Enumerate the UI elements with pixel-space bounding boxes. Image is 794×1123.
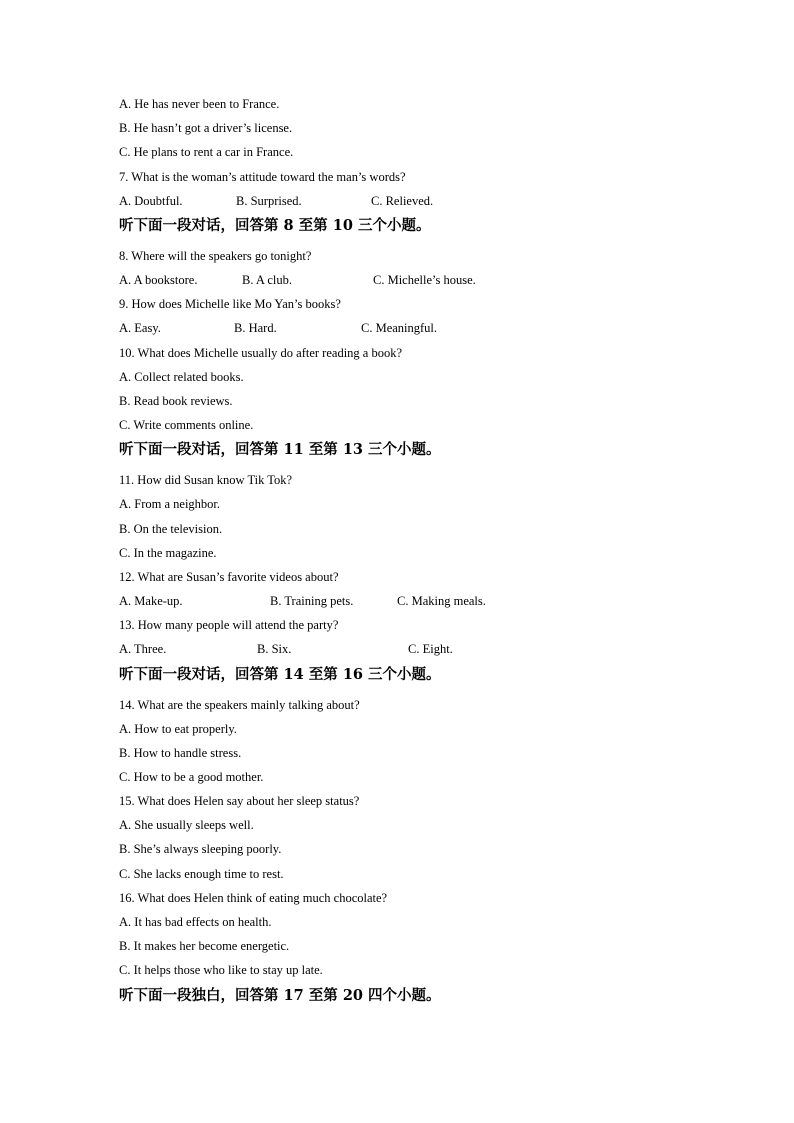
- q7-question: 7. What is the woman’s attitude toward the man’s words?: [119, 170, 406, 184]
- q13-option-c: C. Eight.: [408, 642, 453, 656]
- q11-question: 11. How did Susan know Tik Tok?: [119, 473, 293, 487]
- q13-option-a: A. Three.: [119, 642, 167, 656]
- q13-option-b: B. Six.: [257, 642, 292, 656]
- q16-option-a: A. It has bad effects on health.: [119, 915, 272, 929]
- q7-option-a: A. Doubtful.: [119, 194, 183, 208]
- q7-option-c: C. Relieved.: [371, 194, 434, 208]
- q6-option-c: C. He plans to rent a car in France.: [119, 145, 294, 159]
- q12-option-a: A. Make-up.: [119, 594, 183, 608]
- section-heading-8-10: 听下面一段对话，回答第 8 至第 10 三个小题。: [119, 217, 431, 234]
- q11-option-b: B. On the television.: [119, 522, 223, 536]
- q16-question: 16. What does Helen think of eating much chocolate?: [119, 891, 388, 905]
- q9-option-a: A. Easy.: [119, 321, 161, 335]
- q9-question: 9. How does Michelle like Mo Yan’s books?: [119, 297, 341, 311]
- q8-question: 8. Where will the speakers go tonight?: [119, 249, 312, 263]
- q10-option-a: A. Collect related books.: [119, 370, 244, 384]
- q8-option-b: B. A club.: [242, 273, 293, 287]
- q14-option-c: C. How to be a good mother.: [119, 770, 264, 784]
- q10-option-b: B. Read book reviews.: [119, 394, 233, 408]
- q11-option-c: C. In the magazine.: [119, 546, 217, 560]
- q9-option-c: C. Meaningful.: [361, 321, 438, 335]
- q14-option-b: B. How to handle stress.: [119, 746, 242, 760]
- q15-option-c: C. She lacks enough time to rest.: [119, 867, 284, 881]
- q12-option-c: C. Making meals.: [397, 594, 486, 608]
- q13-question: 13. How many people will attend the party?: [119, 618, 339, 632]
- q11-option-a: A. From a neighbor.: [119, 497, 221, 511]
- q10-option-c: C. Write comments online.: [119, 418, 254, 432]
- section-heading-17-20: 听下面一段独白，回答第 17 至第 20 四个小题。: [119, 987, 441, 1004]
- q15-option-a: A. She usually sleeps well.: [119, 818, 254, 832]
- q10-question: 10. What does Michelle usually do after reading a book?: [119, 346, 403, 360]
- q8-option-a: A. A bookstore.: [119, 273, 198, 287]
- q9-option-b: B. Hard.: [234, 321, 277, 335]
- q15-option-b: B. She’s always sleeping poorly.: [119, 842, 282, 856]
- section-heading-11-13: 听下面一段对话，回答第 11 至第 13 三个小题。: [119, 441, 441, 458]
- q15-question: 15. What does Helen say about her sleep status?: [119, 794, 360, 808]
- q6-option-b: B. He hasn’t got a driver’s license.: [119, 121, 293, 135]
- q16-option-c: C. It helps those who like to stay up late.: [119, 963, 323, 977]
- q8-option-c: C. Michelle’s house.: [373, 273, 476, 287]
- q6-option-a: A. He has never been to France.: [119, 97, 280, 111]
- q14-option-a: A. How to eat properly.: [119, 722, 237, 736]
- q14-question: 14. What are the speakers mainly talking about?: [119, 698, 360, 712]
- q16-option-b: B. It makes her become energetic.: [119, 939, 290, 953]
- section-heading-14-16: 听下面一段对话，回答第 14 至第 16 三个小题。: [119, 666, 441, 683]
- q7-option-b: B. Surprised.: [236, 194, 302, 208]
- q12-option-b: B. Training pets.: [270, 594, 354, 608]
- q12-question: 12. What are Susan’s favorite videos about?: [119, 570, 339, 584]
